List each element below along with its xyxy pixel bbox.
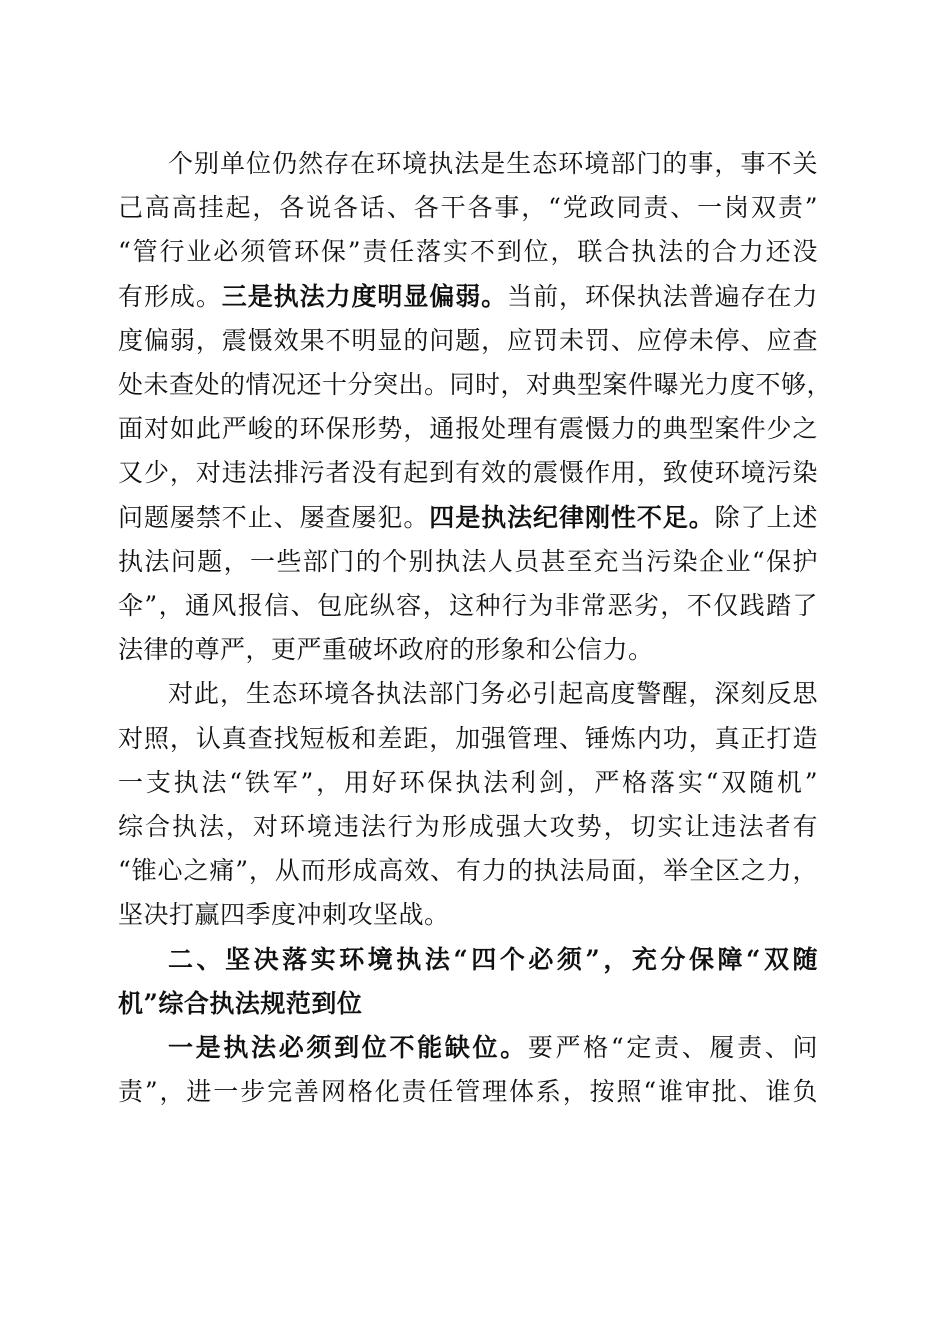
text-run: 除了上述 (714, 502, 818, 532)
heading-line: 机”综合执法规范到位 (118, 988, 363, 1018)
bold-run-point-one: 一是执法必须到位不能缺位。 (168, 1033, 528, 1063)
text-line-mixed (118, 1026, 818, 1070)
text-line: “锥心之痛”，从而形成高效、有力的执法局面，举全区之力， (118, 856, 818, 886)
text-line: 法律的尊严，更严重破坏政府的形象和公信力。 (118, 635, 654, 665)
text-line: “管行业必须管环保”责任落实不到位，联合执法的合力还没 (118, 237, 818, 267)
text-line: 一支执法“铁军”，用好环保执法利剑，严格落实“双随机” (118, 767, 818, 797)
heading-line: 二、坚决落实环境执法“四个必须”，充分保障“双随 (168, 944, 818, 974)
text-line: 处未查处的情况还十分突出。同时，对典型案件曝光力度不够， (118, 370, 833, 400)
text-line-mixed (118, 275, 818, 319)
text-line: 责”，进一步完善网格化责任管理体系，按照“谁审批、谁负 (118, 1077, 818, 1107)
paragraph-call-to-action (118, 672, 818, 937)
bold-run-point-three: 三是执法力度明显偏弱。 (221, 281, 508, 311)
text-line: 度偏弱，震慑效果不明显的问题，应罚未罚、应停未停、应查 (118, 325, 818, 355)
paragraph-point-one (118, 1026, 818, 1114)
text-line: 又少，对违法排污者没有起到有效的震慑作用，致使环境污染 (118, 458, 818, 488)
text-line: 综合执法，对环境违法行为形成强大攻势，切实让违法者有 (118, 812, 818, 842)
text-line-mixed (118, 496, 818, 540)
text-run: 有形成。 (118, 281, 222, 311)
paragraph-enforcement-problems (118, 142, 833, 672)
bold-run-point-four: 四是执法纪律刚性不足。 (429, 502, 715, 532)
text-line: 对照，认真查找短板和差距，加强管理、锤炼内功，真正打造 (118, 723, 818, 753)
text-run: 当前，环保执法普遍存在力 (507, 281, 818, 311)
text-line: 坚决打赢四季度冲刺攻坚战。 (118, 900, 450, 930)
document-body (118, 142, 833, 1114)
text-line: 面对如此严峻的环保形势，通报处理有震慑力的典型案件少之 (118, 414, 818, 444)
text-line: 对此，生态环境各执法部门务必引起高度警醒，深刻反思 (168, 679, 818, 709)
text-line: 执法问题，一些部门的个别执法人员甚至充当污染企业“保护 (118, 546, 818, 576)
text-run: 问题屡禁不止、屡查屡犯。 (118, 502, 430, 532)
section-heading-two (118, 938, 818, 1026)
text-run: 要严格“定责、履责、问 (527, 1033, 818, 1063)
text-line: 己高高挂起，各说各话、各干各事，“党政同责、一岗双责” (118, 193, 818, 223)
text-line: 伞”，通风报信、包庇纵容，这种行为非常恶劣，不仅践踏了 (118, 591, 818, 621)
text-line: 个别单位仍然存在环境执法是生态环境部门的事，事不关 (168, 149, 818, 178)
